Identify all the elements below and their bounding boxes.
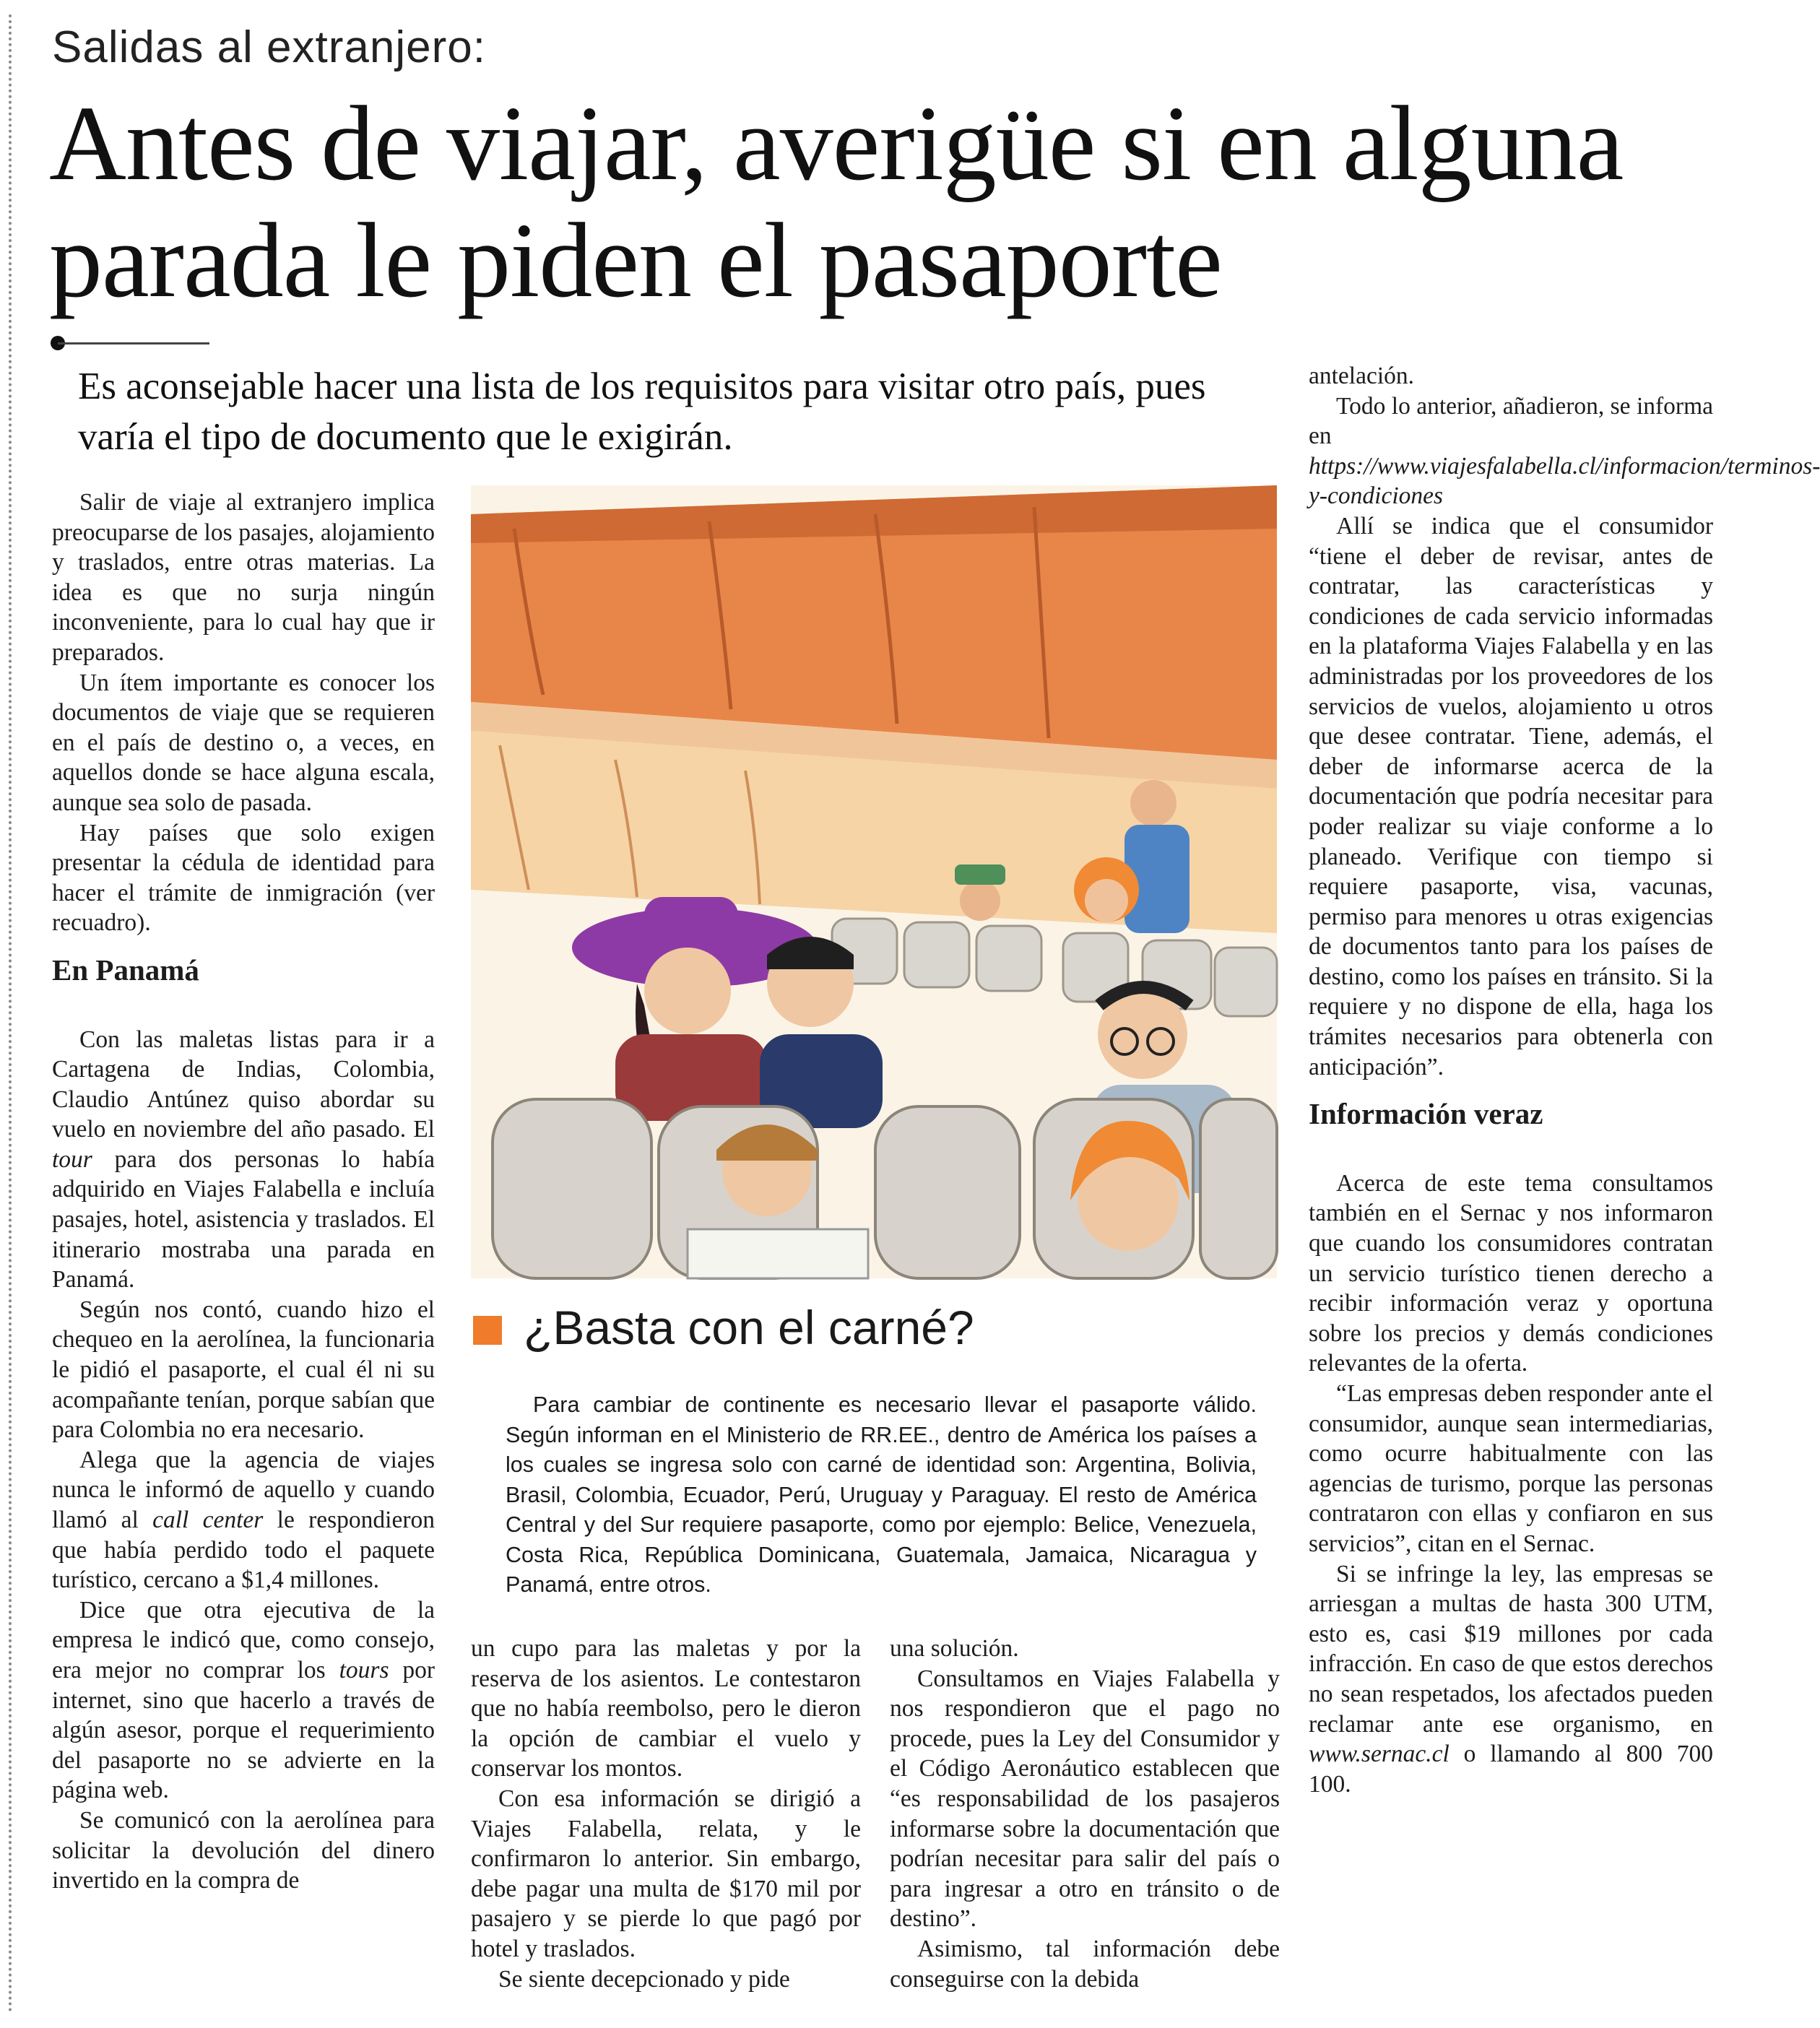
paragraph: antelación. — [1309, 363, 1415, 389]
paragraph: un cupo para las maletas y por la reserva de los asientos. Le contestaron que no había reembolso, pero le dieron la opción de cambiar el vuelo y conservar los montos. — [471, 1635, 861, 1782]
article-headline: Antes de viajar, averigüe si en alguna parada le piden el pasaporte — [49, 84, 1624, 320]
headline-rule — [58, 342, 209, 344]
paragraph: Allí se indica que el consumidor “tiene el deber de revisar, antes de contratar, las características y condiciones de cada servicio informadas en la plataforma Viajes Falabella y en las administradas por los proveedores de los servicios de vuelos, alojamiento u otros que desee contratar. Tiene, además, el deber de informarse acerca de la documentación que podría necesitar para poder realizar su viaje conforme a lo planeado. Verifique con tiempo si requiere pasaporte, visa, vacunas, permiso para menores u otras exigencias de documentos tanto para los países de destino, como los países en tránsito. Si la requiere y no dispone de ella, haga los trámites necesarios para obtenerla con anticipación”. — [1309, 512, 1713, 1080]
paragraph: Consultamos en Viajes Falabella y nos respondieron que el pago no procede, pues la Ley del Consumidor y el Código Aeronáutico establecen que “es responsabilidad de los pasajeros informarse sobre la documentación que podrían necesitar para salir del país o para ingresar a otro en tránsito o de destino”. — [890, 1665, 1280, 1933]
paragraph: una solución. — [890, 1635, 1019, 1662]
paragraph: Si se infringe la ley, las empresas se arriesgan a multas de hasta 300 UTM, esto es, casi $19 millones por cada infracción. En caso de que estos derechos no sean respetados, los afectados pueden reclamar ante ese organismo, en www.sernac.cl o llamando al 800 700 100. — [1309, 1560, 1713, 1798]
paragraph: Asimismo, tal información debe conseguirse con la debida — [890, 1935, 1280, 1993]
box-text — [506, 1390, 1257, 1600]
paragraph: Hay países que solo exigen presentar la cédula de identidad para hacer el trámite de inmigración (ver recuadro). — [52, 819, 435, 937]
paragraph: Con las maletas listas para ir a Cartagena de Indias, Colombia, Claudio Antúnez quiso abordar su vuelo en noviembre del año pasado. El tour para dos personas lo había adquirido en Viajes Falabella e incluía pasajes, hotel, asistencia y traslados. El itinerario mostraba una parada en Panamá. — [52, 1026, 435, 1294]
paragraph: Alega que la agencia de viajes nunca le informó de aquello y cuando llamó al call center le respondieron que había perdido todo el paquete turístico, cercano a $1,4 millones. — [52, 1446, 436, 1594]
paragraph: Dice que otra ejecutiva de la empresa le indicó que, como consejo, era mejor no comprar los tours por internet, sino que hacerlo a través de algún asesor, porque el requerimiento del pasaporte no se advierte en la página web. — [52, 1596, 436, 1804]
box-title: ¿Basta con el carné? — [524, 1301, 974, 1354]
page-fold-line — [9, 14, 12, 2014]
article-column-4 — [1309, 361, 1820, 1799]
terms-url: https://www.viajesfalabella.cl/informacion/terminos-y-condiciones — [1309, 452, 1820, 510]
box-accent-square — [473, 1316, 502, 1345]
article-deck: Es aconsejable hacer una lista de los requisitos para visitar otro país, pues varía el tipo de documento que le exigirán. — [78, 365, 1206, 458]
sernac-url: www.sernac.cl — [1309, 1741, 1450, 1768]
paragraph: Se siente decepcionado y pide — [498, 1965, 790, 1993]
paragraph: Un ítem importante es conocer los documentos de viaje que se requieren en el país de destino o, a veces, en aquellos donde se hace alguna escala, aunque sea solo de pasada. — [52, 669, 435, 816]
article-kicker: Salidas al extranjero: — [52, 22, 486, 72]
article-column-1 — [52, 488, 435, 1896]
paragraph: Todo lo anterior, añadieron, se informa en https://www.viajesfalabella.cl/informacion/terminos-y-condiciones — [1309, 392, 1820, 510]
article-column-3 — [890, 1634, 1280, 1994]
paragraph: Salir de viaje al extranjero implica preocuparse de los pasajes, alojamiento y traslados, entre otras materias. La idea es que no surja ningún inconveniente, para lo cual hay que ir preparados. — [52, 489, 435, 666]
subhead-informacion-veraz: Información veraz — [1309, 1097, 1543, 1131]
paragraph: Con esa información se dirigió a Viajes Falabella, relata, y le confirmaron lo anterior. Sin embargo, debe pagar una multa de $170 mil por pasajero y se pierde lo que pagó por hotel y traslados. — [471, 1785, 861, 1962]
paragraph: Se comunicó con la aerolínea para solicitar la devolución del dinero invertido en la compra de — [52, 1806, 435, 1894]
article-column-2 — [471, 1634, 861, 1994]
paragraph: Acerca de este tema consultamos también en el Sernac y nos informaron que cuando los consumidores contratan un servicio turístico tienen derecho a recibir información veraz y oportuna sobre los precios y demás condiciones relevantes de la oferta. — [1309, 1169, 1713, 1377]
paragraph: Para cambiar de continente es necesario llevar el pasaporte válido. Según informan en el Ministerio de RR.EE., dentro de América los países a los cuales se ingresa solo con carné de identidad son: Argentina, Bolivia, Brasil, Colombia, Ecuador, Perú, Uruguay y Paraguay. El resto de América Central y del Sur requiere pasaporte, como por ejemplo: Belice, Venezuela, Costa Rica, República Dominicana, Guatemala, Jamaica, Nicaragua y Panamá, entre otros. — [506, 1392, 1257, 1597]
paragraph: Según nos contó, cuando hizo el chequeo en la aerolínea, la funcionaria le pidió el pasaporte, el cual él ni su acompañante tenían, porque sabían que para Colombia no era necesario. — [52, 1296, 435, 1444]
subhead-panama: En Panamá — [52, 953, 199, 987]
paragraph: “Las empresas deben responder ante el consumidor, aunque sean intermediarias, como ocurre habitualmente con las agencias de turismo, porque las personas contrataron con ellas y confiaron en sus servicios”, citan en el Sernac. — [1309, 1380, 1713, 1557]
airplane-cabin-illustration — [471, 485, 1277, 1278]
